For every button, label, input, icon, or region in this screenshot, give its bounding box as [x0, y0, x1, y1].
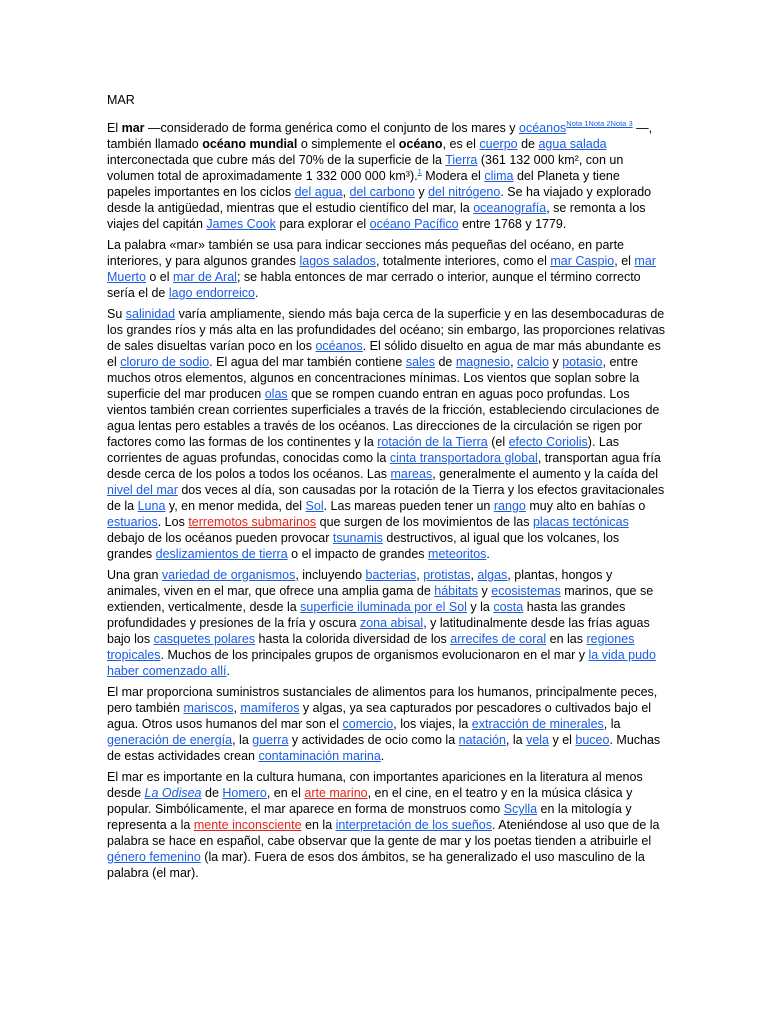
inline-link[interactable]: cinta transportadora global: [389, 451, 538, 465]
inline-link[interactable]: meteoritos: [428, 547, 487, 561]
inline-link[interactable]: La Odisea: [144, 786, 202, 800]
inline-link[interactable]: contaminación marina: [258, 749, 381, 763]
text-run: , plantas, hongos y animales, viven en el mar, que ofrece una amplia gama de: [107, 568, 613, 598]
inline-link[interactable]: Homero: [222, 786, 267, 800]
text-run: ,: [470, 568, 478, 582]
text-run: varía ampliamente, siendo más baja cerca de la superficie y en las desembocaduras de los grandes ríos y más alta en las profundidades del océano; sin embargo, las proporciones relativas de sales disueltas varían poco en los: [107, 307, 665, 353]
inline-link[interactable]: Sol: [305, 499, 324, 513]
text-run: hasta la colorida diversidad de los: [255, 632, 451, 646]
inline-link[interactable]: mareas: [390, 467, 433, 481]
text-run: (la mar). Fuera de esos dos ámbitos, se ha generalizado el uso masculino de la palabra (el mar).: [107, 850, 645, 880]
inline-link[interactable]: rango: [493, 499, 526, 513]
inline-link[interactable]: agua salada: [538, 137, 607, 151]
inline-link[interactable]: del nitrógeno: [428, 185, 501, 199]
inline-link[interactable]: la vida pudo haber comenzado allí: [107, 648, 656, 678]
text-run: marinos, que se extienden, verticalmente, desde la: [107, 584, 654, 614]
text-run: Su: [107, 307, 126, 321]
inline-link[interactable]: regiones tropicales: [107, 632, 635, 662]
text-run: , totalmente interiores, como el: [375, 254, 551, 268]
footnote-ref[interactable]: Nota 2: [588, 119, 611, 128]
text-run: . Los: [157, 515, 189, 529]
text-run: (361 132 000 km², con un volumen total de aproximadamente 1 332 000 000 km³).: [107, 153, 624, 183]
inline-link[interactable]: mar de Aral: [173, 270, 237, 284]
text-run: y actividades de ocio como la: [288, 733, 459, 747]
text-run: , entre muchos otros elementos, algunos en concentraciones mínimas. Los vientos que soplan sobre la superficie del mar producen: [107, 355, 640, 401]
inline-link[interactable]: mar Muerto: [107, 254, 656, 284]
inline-link[interactable]: Scylla: [503, 802, 538, 816]
text-run: , se remonta a los viajes del capitán: [107, 201, 646, 231]
text-run: , y latitudinalmente desde las frías aguas bajo los: [107, 616, 650, 646]
bold-term: océano: [398, 137, 443, 151]
text-run: ). Las corrientes de aguas profundas, conocidas como la: [107, 435, 620, 465]
inline-link[interactable]: mariscos: [183, 701, 234, 715]
inline-link[interactable]: comercio: [342, 717, 394, 731]
inline-link[interactable]: olas: [264, 387, 288, 401]
inline-link[interactable]: calcio: [517, 355, 549, 369]
paragraph: [107, 306, 667, 562]
text-run: . Muchas de estas actividades crean: [107, 733, 661, 763]
inline-link[interactable]: género femenino: [107, 850, 201, 864]
text-run: . Se ha viajado y explorado desde la antigüedad, mientras que el estudio científico del mar, la: [107, 185, 652, 215]
text-run: del Planeta y tiene papeles importantes en los ciclos: [107, 169, 620, 199]
text-run: de: [435, 355, 456, 369]
text-run: —considerado de forma genérica como el conjunto de los mares y: [144, 121, 520, 135]
inline-link[interactable]: interpretación de los sueños: [335, 818, 492, 832]
inline-link[interactable]: efecto Coriolis: [508, 435, 588, 449]
text-run: o simplemente el: [297, 137, 399, 151]
text-run: Una gran: [107, 568, 162, 582]
text-run: . Muchos de los principales grupos de organismos evolucionaron en el mar y: [160, 648, 589, 662]
footnote-ref[interactable]: Nota 1: [566, 119, 589, 128]
text-run: o el: [145, 270, 174, 284]
text-run: Modera el: [421, 169, 485, 183]
text-run: y la: [466, 600, 494, 614]
inline-link[interactable]: buceo: [575, 733, 610, 747]
inline-link[interactable]: placas tectónicas: [532, 515, 629, 529]
inline-link[interactable]: sales: [405, 355, 435, 369]
text-run: . El sólido disuelto en agua de mar más abundante es el: [107, 339, 661, 369]
text-run: y: [478, 584, 492, 598]
red-link[interactable]: arte marino: [304, 786, 368, 800]
inline-link[interactable]: vela: [526, 733, 549, 747]
inline-link[interactable]: generación de energía: [107, 733, 233, 747]
text-run: en la: [301, 818, 336, 832]
inline-link[interactable]: algas: [477, 568, 508, 582]
text-run: , generalmente el aumento y la caída del: [432, 467, 659, 481]
text-run: en las: [546, 632, 587, 646]
inline-link[interactable]: océanos: [315, 339, 363, 353]
text-run: destructivos, al igual que los volcanes, los grandes: [107, 531, 620, 561]
inline-link[interactable]: rotación de la Tierra: [377, 435, 488, 449]
text-run: , en el cine, en el teatro y en la música clásica y popular. Simbólicamente, el mar aparece en forma de monstruos como: [107, 786, 633, 816]
text-run: de: [201, 786, 223, 800]
text-run: y el: [549, 733, 576, 747]
text-run: .: [486, 547, 490, 561]
inline-link[interactable]: cloruro de sodio: [120, 355, 210, 369]
text-run: El: [107, 121, 122, 135]
inline-link[interactable]: zona abisal: [359, 616, 424, 630]
text-run: dos veces al día, son causadas por la rotación de la Tierra y los efectos gravitacionales de la: [107, 483, 665, 513]
text-run: El mar proporciona suministros sustanciales de alimentos para los humanos, principalmente peces, pero también: [107, 685, 658, 715]
text-run: .: [380, 749, 385, 763]
text-run: .: [255, 286, 259, 300]
text-run: , incluyendo: [295, 568, 366, 582]
text-run: debajo de los océanos pueden provocar: [107, 531, 333, 545]
paragraph: [107, 567, 667, 679]
inline-link[interactable]: tsunamis: [332, 531, 383, 545]
text-run: , transportan agua fría desde cerca de los polos a todos los océanos. Las: [107, 451, 661, 481]
text-run: —, también llamado: [107, 121, 653, 151]
inline-link[interactable]: ecosistemas: [491, 584, 561, 598]
text-run: ,: [233, 701, 241, 715]
text-run: y: [548, 355, 563, 369]
text-run: , es el: [442, 137, 480, 151]
bold-term: océano mundial: [202, 137, 298, 151]
bold-term: mar: [121, 121, 145, 135]
text-run: (el: [487, 435, 509, 449]
document-body: [107, 120, 667, 886]
inline-link[interactable]: estuarios: [107, 515, 158, 529]
text-run: para explorar el: [275, 217, 370, 231]
inline-link[interactable]: lagos salados: [299, 254, 376, 268]
text-run: de: [517, 137, 539, 151]
text-run: , la: [232, 733, 253, 747]
text-run: muy alto en bahías o: [525, 499, 646, 513]
text-run: . El agua del mar también contiene: [209, 355, 406, 369]
inline-link[interactable]: nivel del mar: [107, 483, 178, 497]
text-run: ,: [342, 185, 350, 199]
inline-link[interactable]: del agua: [294, 185, 343, 199]
inline-link[interactable]: Luna: [137, 499, 166, 513]
text-run: y algas, ya sea capturados por pescadores o cultivados bajo el agua. Otros usos humanos del mar son el: [107, 701, 652, 731]
inline-link[interactable]: océano Pacífico: [369, 217, 459, 231]
inline-link[interactable]: costa: [493, 600, 524, 614]
paragraph: [107, 237, 667, 301]
inline-link[interactable]: natación: [458, 733, 506, 747]
inline-link[interactable]: protistas: [423, 568, 471, 582]
text-run: y, en menor medida, del: [165, 499, 306, 513]
inline-link[interactable]: mar Caspio: [550, 254, 615, 268]
inline-link[interactable]: cuerpo: [479, 137, 518, 151]
inline-link[interactable]: James Cook: [206, 217, 276, 231]
text-run: , en el: [266, 786, 305, 800]
text-run: El mar es importante en la cultura humana, con importantes apariciones en la literatura al menos desde: [107, 770, 643, 800]
inline-link[interactable]: oceanografía: [473, 201, 547, 215]
inline-link[interactable]: clima: [484, 169, 514, 183]
red-link[interactable]: mente inconsciente: [193, 818, 302, 832]
inline-link[interactable]: del carbono: [349, 185, 415, 199]
text-run: , el: [614, 254, 635, 268]
text-run: en la mitología y representa a la: [107, 802, 632, 832]
paragraph: [107, 769, 667, 881]
text-run: que se rompen cuando entran en aguas poco profundas. Los vientos también crean corrientes superficiales a través de la fricción, estableciendo circulaciones de agua lentas pero estables a través de los océanos. Las direcciones de la circulación se rigen por factores como las formas de los continentes y la: [107, 387, 660, 449]
text-run: hasta las grandes profundidades y presiones de la fría y oscura: [107, 600, 626, 630]
inline-link[interactable]: superficie iluminada por el Sol: [300, 600, 467, 614]
footnote-ref[interactable]: Nota 3: [610, 119, 633, 128]
paragraph: [107, 120, 667, 232]
text-run: .: [226, 664, 231, 678]
text-run: . Las mareas pueden tener un: [323, 499, 494, 513]
text-run: La palabra «mar» también se usa para indicar secciones más pequeñas del océano, en parte interiores, y para algunos grandes: [107, 238, 624, 268]
inline-link[interactable]: variedad de organismos: [161, 568, 296, 582]
inline-link[interactable]: Tierra: [445, 153, 478, 167]
inline-link[interactable]: guerra: [252, 733, 289, 747]
text-run: ,: [510, 355, 518, 369]
text-run: , la: [603, 717, 621, 731]
inline-link[interactable]: bacterias: [365, 568, 417, 582]
inline-link[interactable]: salinidad: [125, 307, 176, 321]
text-run: y: [414, 185, 429, 199]
text-run: ; se habla entonces de mar cerrado o interior, aunque el término correcto sería el de: [107, 270, 641, 300]
text-run: entre 1768 y 1779.: [458, 217, 567, 231]
inline-link[interactable]: océanos: [519, 121, 567, 135]
footnote-ref[interactable]: 1: [417, 167, 422, 176]
text-run: que surgen de los movimientos de las: [316, 515, 533, 529]
document-title: MAR: [107, 93, 135, 107]
inline-link[interactable]: potasio: [562, 355, 603, 369]
paragraph: [107, 684, 667, 764]
red-link[interactable]: terremotos submarinos: [188, 515, 317, 529]
text-run: , los viajes, la: [393, 717, 472, 731]
inline-link[interactable]: magnesio: [455, 355, 511, 369]
text-run: interconectada que cubre más del 70% de la superficie de la: [107, 153, 446, 167]
text-run: ,: [416, 568, 424, 582]
inline-link[interactable]: mamíferos: [240, 701, 300, 715]
text-run: . Ateniéndose al uso que de la palabra se hace en español, cabe observar que la gente de mar y los poetas tienden a atribuirle el: [107, 818, 660, 848]
text-run: , la: [505, 733, 527, 747]
text-run: o el impacto de grandes: [287, 547, 429, 561]
inline-link[interactable]: arrecifes de coral: [450, 632, 547, 646]
inline-link[interactable]: lago endorreico: [168, 286, 256, 300]
inline-link[interactable]: casquetes polares: [153, 632, 256, 646]
inline-link[interactable]: hábitats: [434, 584, 479, 598]
inline-link[interactable]: deslizamientos de tierra: [155, 547, 288, 561]
inline-link[interactable]: extracción de minerales: [471, 717, 604, 731]
